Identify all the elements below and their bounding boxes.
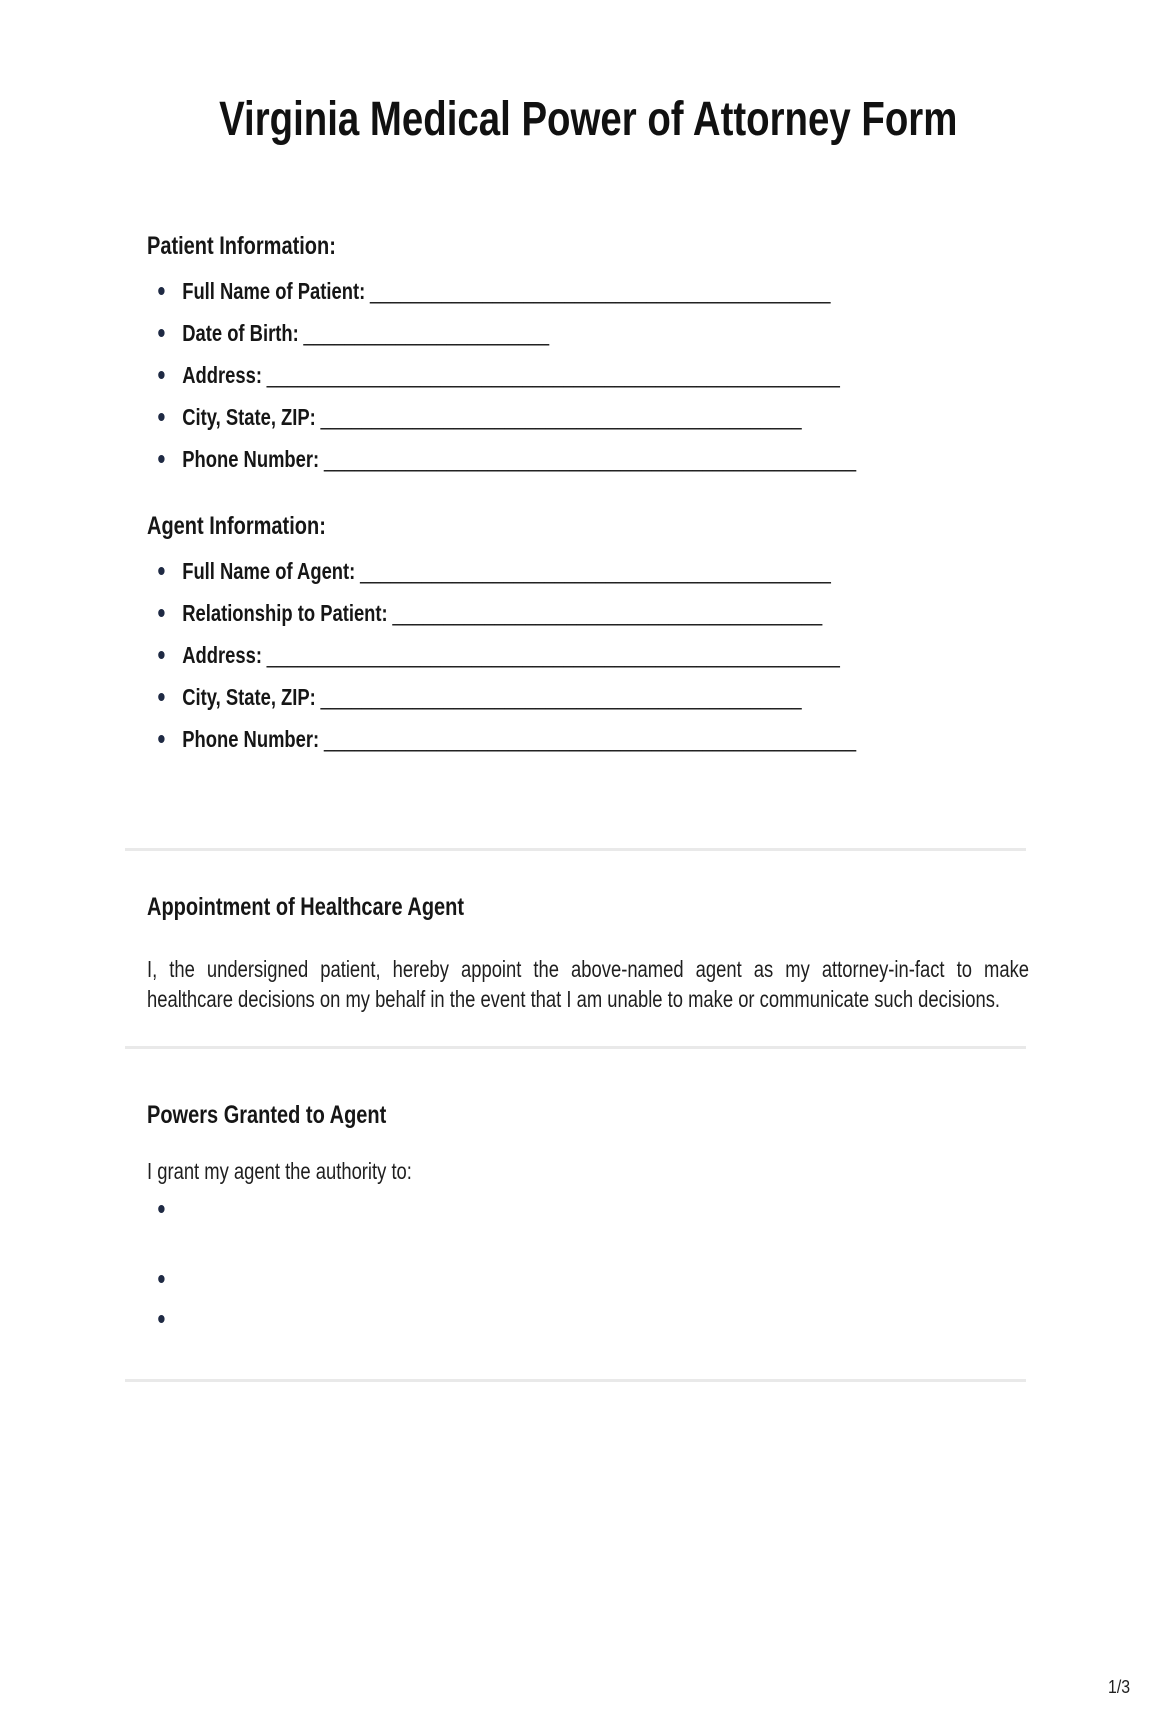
- form-field-row: [147, 276, 1029, 306]
- document-title: Virginia Medical Power of Attorney Form: [218, 93, 958, 146]
- empty-list-item: [147, 1264, 1029, 1294]
- blank-fill-line: __________________________________________: [392, 600, 823, 626]
- field-label: Relationship to Patient:: [182, 600, 388, 626]
- form-field-row: [147, 402, 1029, 432]
- powers-heading: Powers Granted to Agent: [147, 1101, 387, 1129]
- patient-info-list: [147, 276, 1029, 474]
- blank-fill-line: ______________________________________________: [360, 558, 831, 584]
- agent-info-list: [147, 556, 1029, 754]
- blank-fill-line: ____________________________________________________: [323, 726, 857, 752]
- blank-fill-line: _____________________________________________: [370, 278, 831, 304]
- field-label: Date of Birth:: [182, 320, 299, 346]
- bullet-icon: [158, 693, 164, 701]
- patient-info-heading: Patient Information:: [147, 232, 336, 260]
- bullet-icon: [158, 609, 164, 617]
- form-field-row: [147, 318, 1029, 348]
- page-number-indicator: 1/3: [1107, 1677, 1130, 1697]
- bullet-icon: [158, 567, 164, 575]
- field-label: City, State, ZIP:: [182, 684, 316, 710]
- bullet-icon: [158, 651, 164, 659]
- form-field-row: [147, 682, 1029, 712]
- field-label: Full Name of Patient:: [182, 278, 366, 304]
- blank-fill-line: ____________________________________________________: [323, 446, 857, 472]
- agent-info-section: [147, 510, 1029, 754]
- bullet-icon: [158, 1205, 164, 1213]
- blank-fill-line: ________________________________________________________: [266, 642, 840, 668]
- document-page: [0, 92, 1176, 1722]
- field-label: Address:: [182, 642, 262, 668]
- field-label: Address:: [182, 362, 262, 388]
- bullet-icon: [158, 329, 164, 337]
- section-divider: [125, 1046, 1026, 1049]
- section-divider: [125, 848, 1026, 851]
- powers-intro-text: I grant my agent the authority to:: [147, 1158, 412, 1184]
- bullet-icon: [158, 1315, 164, 1323]
- field-label: Phone Number:: [182, 726, 320, 752]
- field-label: City, State, ZIP:: [182, 404, 316, 430]
- blank-fill-line: _______________________________________________: [320, 404, 802, 430]
- blank-fill-line: ________________________________________________________: [266, 362, 840, 388]
- bullet-icon: [158, 735, 164, 743]
- bullet-icon: [158, 413, 164, 421]
- blank-fill-line: _______________________________________________: [320, 684, 802, 710]
- bullet-icon: [158, 371, 164, 379]
- appointment-body-text: I, the undersigned patient, hereby appoint the above-named agent as my attorney-in-fact to make healthcare decisions on my behalf in the event that I am unable to make or communicate such decisions.: [147, 956, 1029, 1012]
- empty-list-item: [147, 1304, 1029, 1334]
- section-divider: [125, 1379, 1026, 1382]
- form-field-row: [147, 640, 1029, 670]
- bullet-icon: [158, 1275, 164, 1283]
- appointment-heading: Appointment of Healthcare Agent: [147, 893, 465, 921]
- form-field-row: [147, 360, 1029, 390]
- form-field-row: [147, 444, 1029, 474]
- form-field-row: [147, 724, 1029, 754]
- powers-list: [147, 1194, 1029, 1334]
- field-label: Full Name of Agent:: [182, 558, 356, 584]
- agent-info-heading: Agent Information:: [147, 512, 326, 540]
- powers-section: [147, 1099, 1029, 1334]
- field-label: Phone Number:: [182, 446, 320, 472]
- blank-fill-line: ________________________: [303, 320, 550, 346]
- empty-list-item: [147, 1194, 1029, 1224]
- bullet-icon: [158, 455, 164, 463]
- form-field-row: [147, 556, 1029, 586]
- form-field-row: [147, 598, 1029, 628]
- bullet-icon: [158, 287, 164, 295]
- patient-info-section: [147, 230, 1029, 474]
- appointment-section: [147, 891, 1029, 1014]
